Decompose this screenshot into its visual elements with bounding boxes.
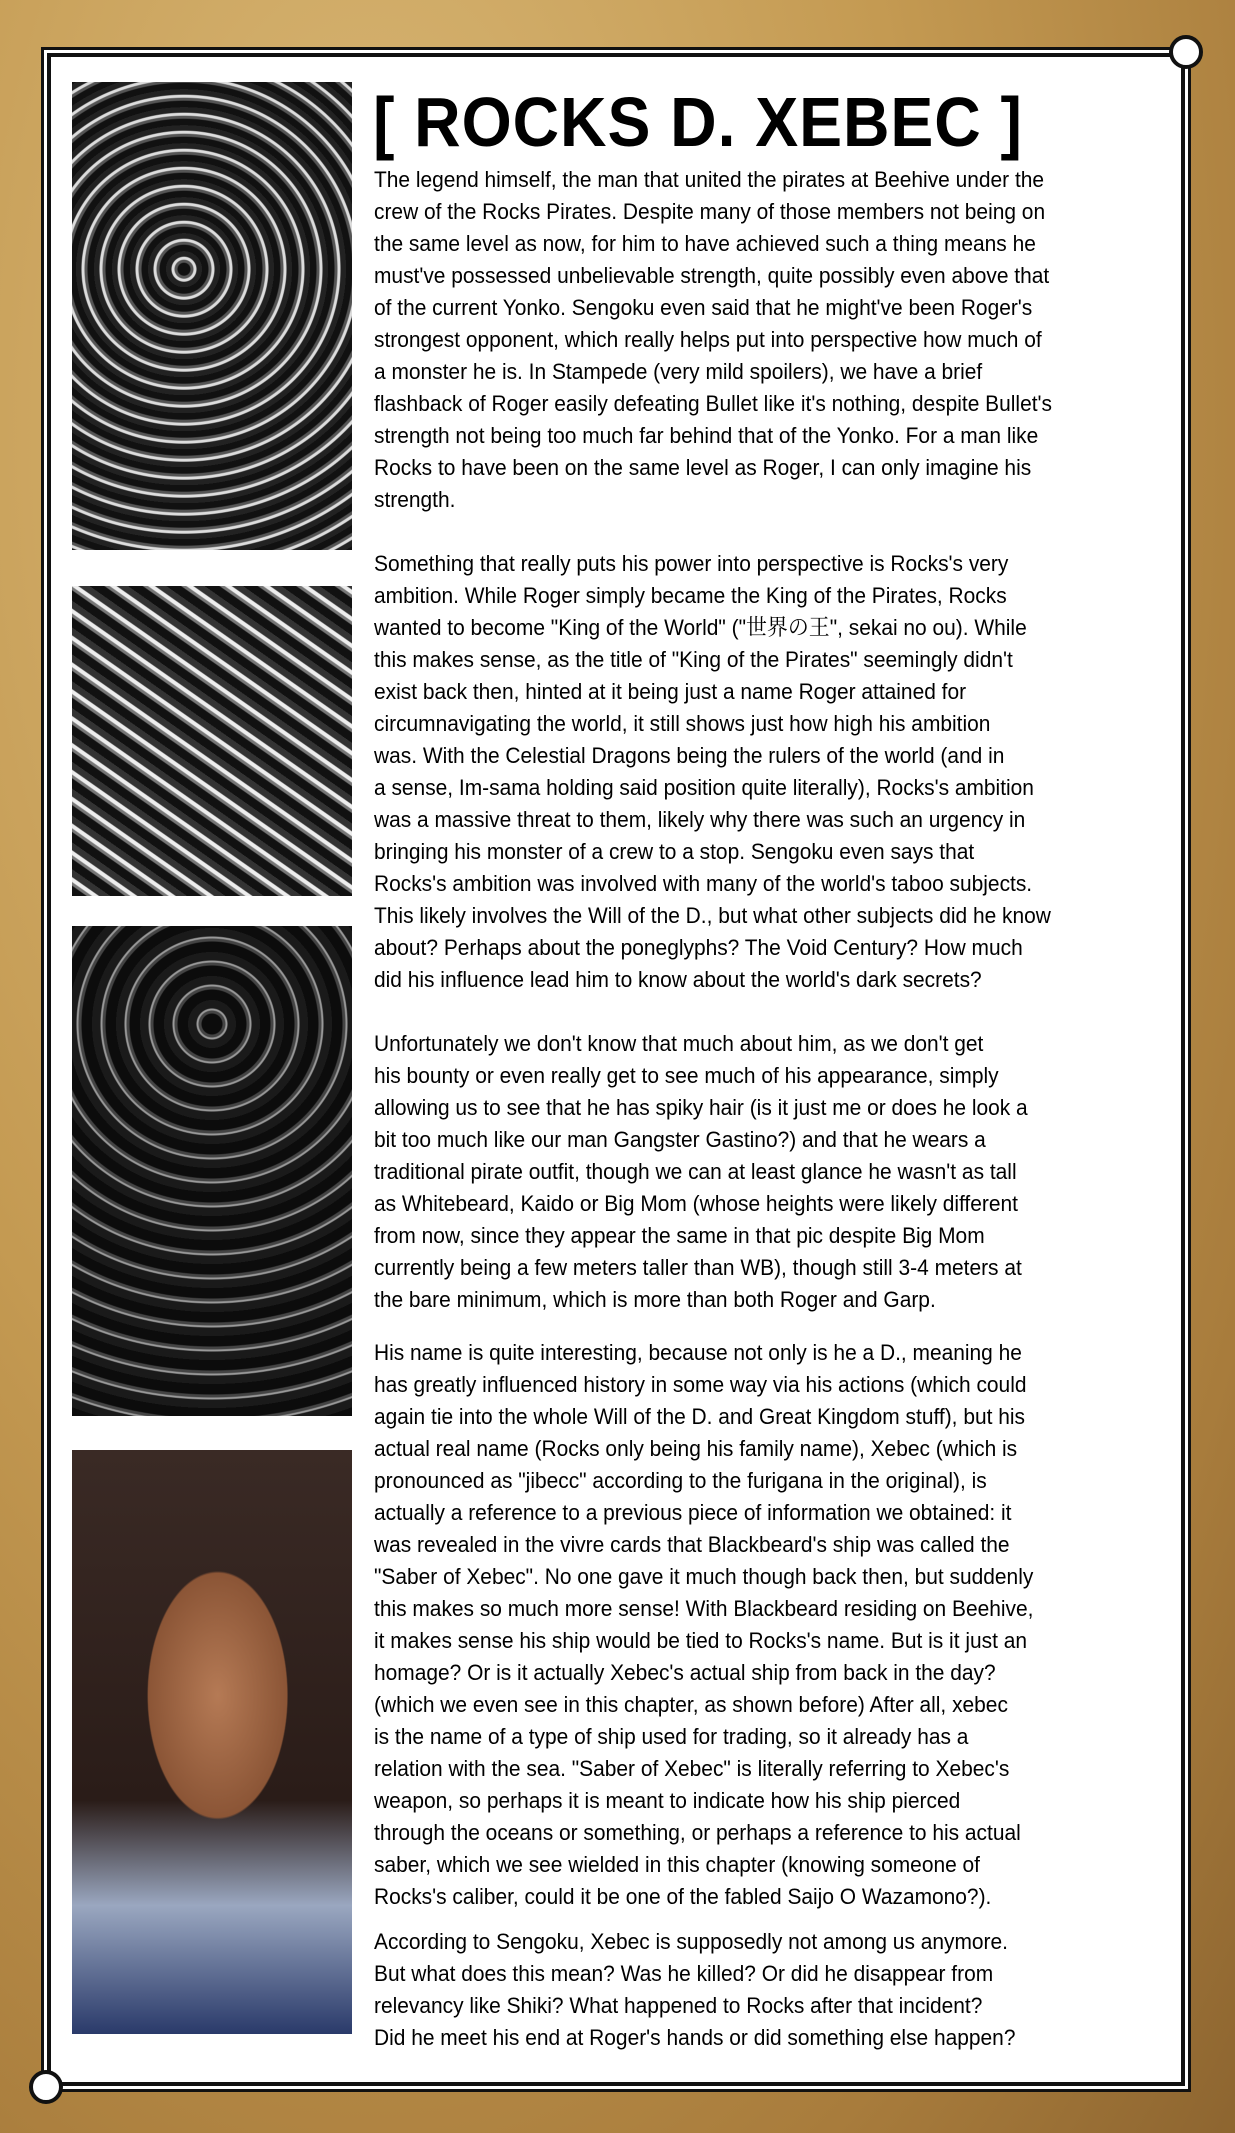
text-line: was. With the Celestial Dragons being the rulers of the world (and in	[374, 743, 1005, 768]
text-line: wanted to become "King of the World" ("世界の王", sekai no ou). While	[374, 615, 1027, 640]
paragraph-1	[374, 164, 1103, 516]
text-line: circumnavigating the world, it still shows just how high his ambition	[374, 711, 991, 736]
text-line: through the oceans or something, or perhaps a reference to his actual	[374, 1820, 1021, 1845]
photo-smiling-man	[72, 1450, 352, 2034]
manga-panel-xebec-silhouette	[72, 926, 352, 1416]
text-line: weapon, so perhaps it is meant to indicate how his ship pierced	[374, 1788, 961, 1813]
text-line: it makes sense his ship would be tied to Rocks's name. But is it just an	[374, 1628, 1027, 1653]
text-line: homage? Or is it actually Xebec's actual ship from back in the day?	[374, 1660, 996, 1685]
text-line: strongest opponent, which really helps put into perspective how much of	[374, 327, 1042, 352]
text-line: was a massive threat to them, likely why there was such an urgency in	[374, 807, 1026, 832]
paragraph-2	[374, 548, 1102, 996]
text-line: actually a reference to a previous piece of information we obtained: it	[374, 1500, 1012, 1525]
text-line: Rocks to have been on the same level as Roger, I can only imagine his	[374, 455, 1032, 480]
scroll-curl-ornament	[1169, 35, 1203, 69]
scroll-curl-ornament	[29, 2070, 63, 2104]
text-line: was revealed in the vivre cards that Blackbeard's ship was called the	[374, 1532, 1010, 1557]
text-line: is the name of a type of ship used for trading, so it already has a	[374, 1724, 969, 1749]
text-line: did his influence lead him to know about the world's dark secrets?	[374, 967, 982, 992]
text-line: crew of the Rocks Pirates. Despite many of those members not being on	[374, 199, 1046, 224]
text-line: pronounced as "jibecc" according to the furigana in the original), is	[374, 1468, 987, 1493]
text-line: Rocks's ambition was involved with many of the world's taboo subjects.	[374, 871, 1033, 896]
text-line: relevancy like Shiki? What happened to Rocks after that incident?	[374, 1993, 983, 2018]
manga-panel-xebec-crouching	[72, 586, 352, 896]
text-line: bringing his monster of a crew to a stop. Sengoku even says that	[374, 839, 975, 864]
text-line: his bounty or even really get to see much of his appearance, simply	[374, 1063, 999, 1088]
text-line: Something that really puts his power into perspective is Rocks's very	[374, 551, 1009, 576]
text-line: (which we even see in this chapter, as shown before) After all, xebec	[374, 1692, 1008, 1717]
paragraph-4	[374, 1337, 1083, 1913]
text-line: flashback of Roger easily defeating Bullet like it's nothing, despite Bullet's	[374, 391, 1052, 416]
text-line: Unfortunately we don't know that much about him, as we don't get	[374, 1031, 984, 1056]
text-line: must've possessed unbelievable strength, quite possibly even above that	[374, 263, 1050, 288]
text-line: But what does this mean? Was he killed? Or did he disappear from	[374, 1961, 994, 1986]
text-line: "Saber of Xebec". No one gave it much though back then, but suddenly	[374, 1564, 1034, 1589]
text-line: actual real name (Rocks only being his family name), Xebec (which is	[374, 1436, 1018, 1461]
text-line: currently being a few meters taller than WB), though still 3-4 meters at	[374, 1255, 1022, 1280]
text-line: Rocks's caliber, could it be one of the fabled Saijo O Wazamono?).	[374, 1884, 992, 1909]
text-line: a monster he is. In Stampede (very mild spoilers), we have a brief	[374, 359, 983, 384]
text-line: as Whitebeard, Kaido or Big Mom (whose heights were likely different	[374, 1191, 1018, 1216]
text-line: has greatly influenced history in some way via his actions (which could	[374, 1372, 1027, 1397]
text-line: allowing us to see that he has spiky hair (is it just me or does he look a	[374, 1095, 1028, 1120]
text-line: strength not being too much far behind that of the Yonko. For a man like	[374, 423, 1039, 448]
text-line: traditional pirate outfit, though we can at least glance he wasn't as tall	[374, 1159, 1017, 1184]
text-line: This likely involves the Will of the D., but what other subjects did he know	[374, 903, 1051, 928]
text-line: of the current Yonko. Sengoku even said that he might've been Roger's	[374, 295, 1033, 320]
text-line: Did he meet his end at Roger's hands or did something else happen?	[374, 2025, 1016, 2050]
text-line: According to Sengoku, Xebec is supposedly not among us anymore.	[374, 1929, 1008, 1954]
text-line: about? Perhaps about the poneglyphs? The Void Century? How much	[374, 935, 1023, 960]
manga-panel-xebec-flames	[72, 82, 352, 550]
text-line: a sense, Im-sama holding said position quite literally), Rocks's ambition	[374, 775, 1034, 800]
text-line: this makes so much more sense! With Blackbeard residing on Beehive,	[374, 1596, 1034, 1621]
paragraph-3	[374, 1028, 1077, 1316]
text-line: ambition. While Roger simply became the King of the Pirates, Rocks	[374, 583, 1007, 608]
text-line: The legend himself, the man that united the pirates at Beehive under the	[374, 167, 1045, 192]
page-title: [ ROCKS D. XEBEC ]	[373, 83, 1023, 161]
text-line: bit too much like our man Gangster Gastino?) and that he wears a	[374, 1127, 986, 1152]
text-line: the same level as now, for him to have achieved such a thing means he	[374, 231, 1036, 256]
text-line: His name is quite interesting, because not only is he a D., meaning he	[374, 1340, 1022, 1365]
text-line: from now, since they appear the same in that pic despite Big Mom	[374, 1223, 985, 1248]
text-line: the bare minimum, which is more than both Roger and Garp.	[374, 1287, 936, 1312]
text-line: this makes sense, as the title of "King of the Pirates" seemingly didn't	[374, 647, 1013, 672]
paragraph-5	[374, 1926, 1064, 2054]
text-line: exist back then, hinted at it being just a name Roger attained for	[374, 679, 967, 704]
text-line: strength.	[374, 487, 456, 512]
text-line: relation with the sea. "Saber of Xebec" is literally referring to Xebec's	[374, 1756, 1010, 1781]
text-line: saber, which we see wielded in this chapter (knowing someone of	[374, 1852, 981, 1877]
text-line: again tie into the whole Will of the D. and Great Kingdom stuff), but his	[374, 1404, 1025, 1429]
